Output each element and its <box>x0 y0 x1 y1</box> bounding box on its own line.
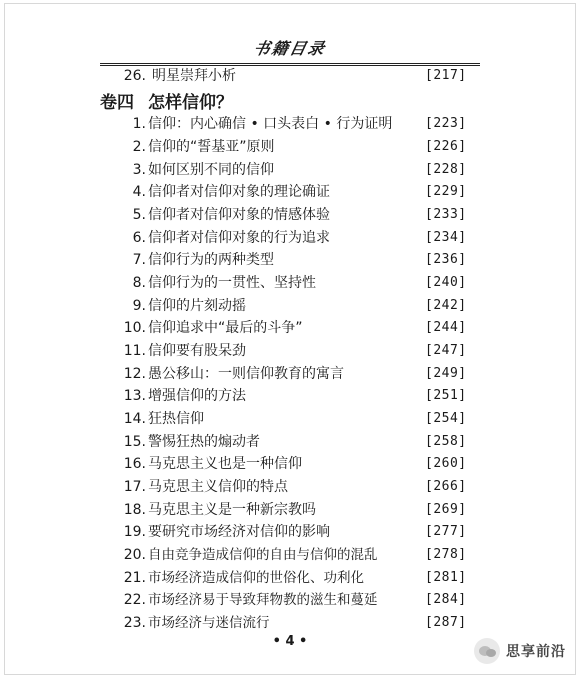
toc-entry <box>0 363 580 385</box>
toc-entry <box>0 499 580 521</box>
toc-entry <box>0 521 580 543</box>
entry-title: 信仰行为的两种类型 <box>148 252 274 268</box>
entry-number: 17. <box>123 479 146 495</box>
entry-title: 如何区别不同的信仰 <box>148 162 274 178</box>
toc-entry <box>0 612 580 634</box>
entry-page: [281] <box>425 570 467 585</box>
entry-number: 26. <box>123 68 146 84</box>
entry-title: 信仰的“誓基亚”原则 <box>148 139 275 155</box>
entry-title: 愚公移山：一则信仰教育的寓言 <box>148 366 344 382</box>
section-title: 怎样信仰？ <box>148 93 233 113</box>
toc-entry <box>0 567 580 589</box>
entry-page: [266] <box>425 479 467 494</box>
toc-entry <box>0 159 580 181</box>
section-heading <box>100 91 233 115</box>
entry-page: [233] <box>425 207 467 222</box>
toc-entry <box>0 431 580 453</box>
entry-title: 信仰者对信仰对象的理论确证 <box>148 184 330 200</box>
entry-title: 马克思主义是一种新宗教吗 <box>148 502 316 518</box>
entry-title: 信仰：内心确信 • 口头表白 • 行为证明 <box>148 116 393 132</box>
entry-page: [287] <box>425 615 467 630</box>
entry-page: [244] <box>425 320 467 335</box>
toc-entry <box>0 249 580 271</box>
toc-entry <box>0 65 580 87</box>
entry-title: 信仰追求中“最后的斗争” <box>148 320 303 336</box>
entry-title: 市场经济造成信仰的世俗化、功利化 <box>148 570 364 586</box>
toc-entry <box>0 385 580 407</box>
entry-number: 3. <box>132 162 146 178</box>
entry-page: [226] <box>425 139 467 154</box>
entry-page: [247] <box>425 343 467 358</box>
toc-entry <box>0 113 580 135</box>
entry-page: [251] <box>425 388 467 403</box>
entry-number: 15. <box>123 434 146 450</box>
entry-page: [249] <box>425 366 467 381</box>
toc-entry <box>0 181 580 203</box>
toc-entry <box>0 272 580 294</box>
entry-page: [254] <box>425 411 467 426</box>
entry-page: [236] <box>425 252 467 267</box>
entry-title: 狂热信仰 <box>148 411 204 427</box>
section-label: 卷四 <box>100 93 134 113</box>
entry-number: 18. <box>123 502 146 518</box>
entry-number: 2. <box>132 139 146 155</box>
toc-entry <box>0 544 580 566</box>
entry-page: [223] <box>425 116 467 131</box>
entry-title: 警惕狂热的煽动者 <box>148 434 260 450</box>
entry-page: [269] <box>425 502 467 517</box>
entry-number: 5. <box>132 207 146 223</box>
entry-number: 19. <box>123 524 146 540</box>
entry-title: 明星崇拜小析 <box>152 68 236 84</box>
toc-entry <box>0 317 580 339</box>
entry-title: 增强信仰的方法 <box>148 388 246 404</box>
entry-number: 11. <box>123 343 146 359</box>
entry-title: 信仰的片刻动摇 <box>148 298 246 314</box>
entry-title: 信仰行为的一贯性、坚持性 <box>148 275 316 291</box>
entry-number: 21. <box>123 570 146 586</box>
toc-entry <box>0 476 580 498</box>
toc-entry <box>0 204 580 226</box>
entry-title: 市场经济与迷信流行 <box>148 615 270 631</box>
entry-page: [240] <box>425 275 467 290</box>
entry-title: 信仰要有股呆劲 <box>148 343 246 359</box>
entry-page: [258] <box>425 434 467 449</box>
entry-number: 1. <box>132 116 146 132</box>
entry-number: 4. <box>132 184 146 200</box>
entry-number: 14. <box>123 411 146 427</box>
header-title: 书籍目录 <box>251 39 328 58</box>
entry-page: [260] <box>425 456 467 471</box>
entry-number: 20. <box>123 547 146 563</box>
toc-entry <box>0 295 580 317</box>
entry-number: 23. <box>123 615 146 631</box>
toc-entry <box>0 136 580 158</box>
entry-number: 7. <box>132 252 146 268</box>
wechat-icon <box>474 638 500 664</box>
entry-page: [242] <box>425 298 467 313</box>
entry-page: [229] <box>425 184 467 199</box>
entry-title: 信仰者对信仰对象的行为追求 <box>148 230 330 246</box>
entry-page: [278] <box>425 547 467 562</box>
page-header <box>100 36 480 66</box>
toc-entry <box>0 340 580 362</box>
entry-number: 13. <box>123 388 146 404</box>
entry-page: [284] <box>425 592 467 607</box>
entry-title: 要研究市场经济对信仰的影响 <box>148 524 330 540</box>
toc-entry <box>0 408 580 430</box>
page-number: • 4 • <box>272 634 308 649</box>
entry-title: 市场经济易于导致拜物教的滋生和蔓延 <box>148 592 378 608</box>
entry-page: [228] <box>425 162 467 177</box>
entry-title: 马克思主义信仰的特点 <box>148 479 288 495</box>
toc-entry <box>0 453 580 475</box>
entry-number: 6. <box>132 230 146 246</box>
watermark-text: 思享前沿 <box>506 644 566 660</box>
entry-number: 8. <box>132 275 146 291</box>
entry-number: 9. <box>132 298 146 314</box>
toc-entry <box>0 589 580 611</box>
entry-page: [217] <box>425 68 467 83</box>
toc-entry <box>0 227 580 249</box>
entry-page: [234] <box>425 230 467 245</box>
entry-title: 信仰者对信仰对象的情感体验 <box>148 207 330 223</box>
entry-number: 12. <box>123 366 146 382</box>
entry-title: 自由竞争造成信仰的自由与信仰的混乱 <box>148 547 378 563</box>
entry-title: 马克思主义也是一种信仰 <box>148 456 302 472</box>
entry-number: 22. <box>123 592 146 608</box>
watermark <box>474 636 566 666</box>
entry-number: 10. <box>123 320 146 336</box>
entry-page: [277] <box>425 524 467 539</box>
entry-number: 16. <box>123 456 146 472</box>
